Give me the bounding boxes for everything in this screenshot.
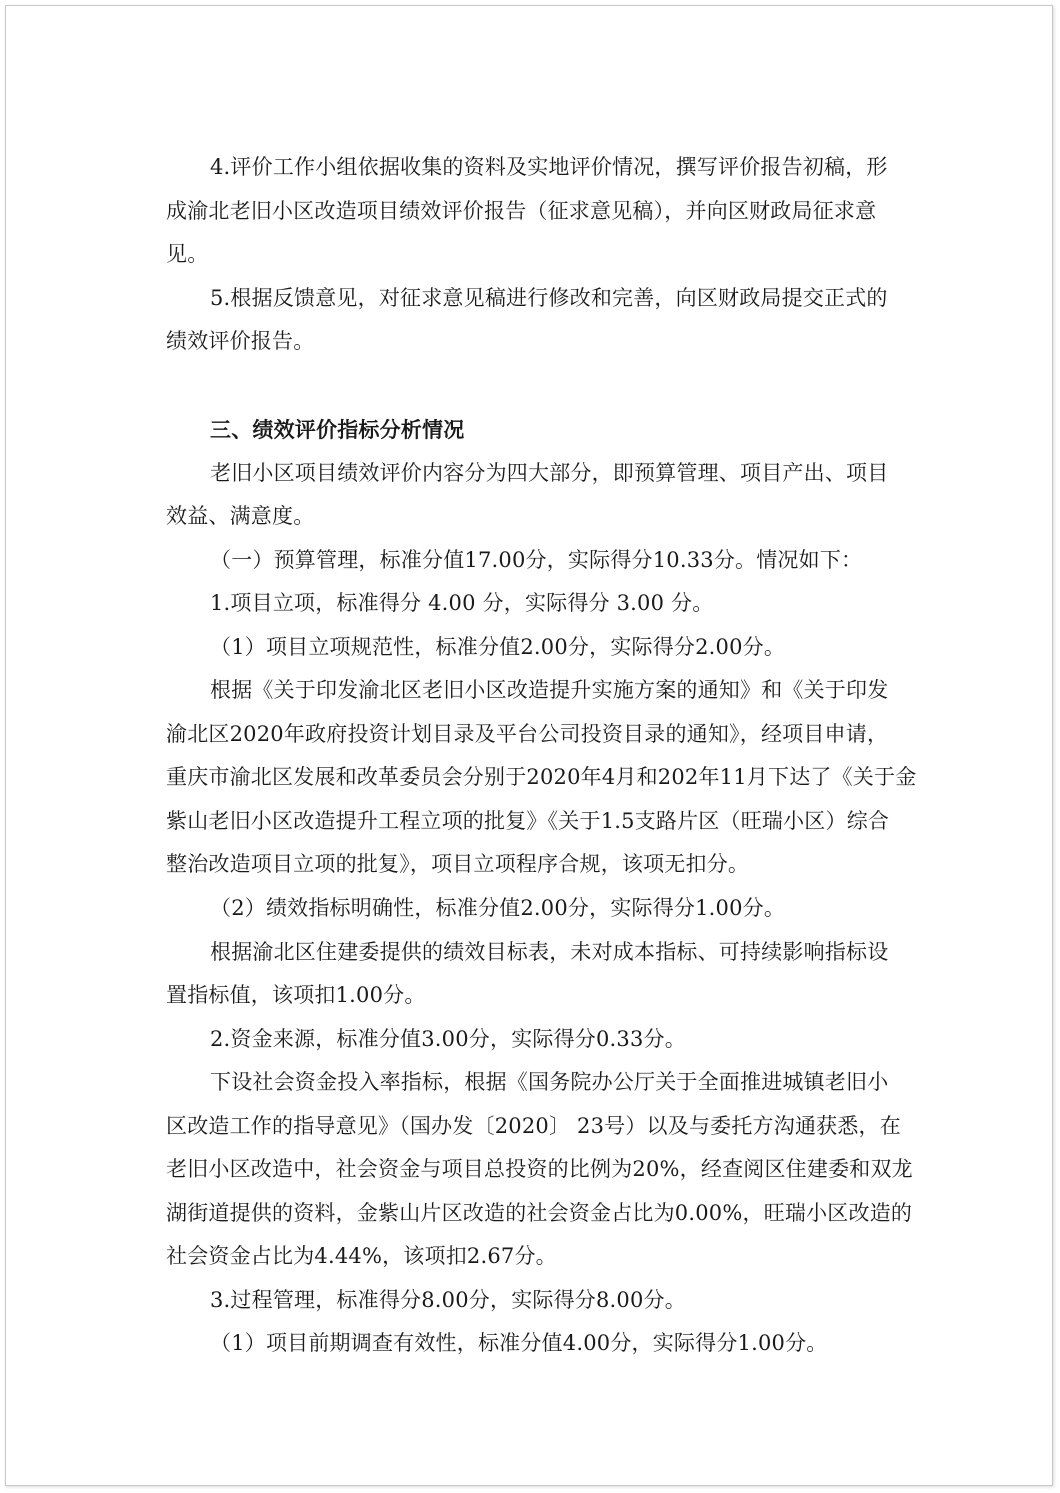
paragraph-line: 湖街道提供的资料，金紫山片区改造的社会资金占比为0.00%，旺瑞小区改造的: [166, 1201, 913, 1225]
item-line: （2）绩效指标明确性，标准分值2.00分，实际得分1.00分。: [210, 896, 786, 920]
paragraph-line: 渝北区2020年政府投资计划目录及平台公司投资目录的通知》，经项目申请，: [166, 722, 889, 746]
paragraph-line: 整治改造项目立项的批复》，项目立项程序合规，该项无扣分。: [166, 852, 750, 876]
paragraph-line: 置指标值，该项扣1.00分。: [166, 983, 426, 1007]
paragraph-line: 5.根据反馈意见，对征求意见稿进行修改和完善，向区财政局提交正式的: [210, 286, 888, 310]
item-line: （1）项目立项规范性，标准分值2.00分，实际得分2.00分。: [210, 635, 786, 659]
paragraph-line: 社会资金占比为4.44%，该项扣2.67分。: [166, 1244, 557, 1268]
item-line: 3.过程管理，标准得分8.00分，实际得分8.00分。: [210, 1288, 686, 1312]
paragraph-line: 紫山老旧小区改造提升工程立项的批复》《关于1.5支路片区（旺瑞小区）综合: [166, 809, 890, 833]
paragraph-line: 4.评价工作小组依据收集的资料及实地评价情况，撰写评价报告初稿，形: [210, 155, 888, 179]
paragraph-line: 根据渝北区住建委提供的绩效目标表，未对成本指标、可持续影响指标设: [210, 940, 889, 964]
paragraph-line: 老旧小区改造中，社会资金与项目总投资的比例为20%，经查阅区住建委和双龙: [166, 1157, 913, 1181]
paragraph-line: 根据《关于印发渝北区老旧小区改造提升实施方案的通知》和《关于印发: [210, 678, 889, 702]
item-line: （1）项目前期调查有效性，标准分值4.00分，实际得分1.00分。: [210, 1331, 828, 1355]
paragraph-line: 老旧小区项目绩效评价内容分为四大部分，即预算管理、项目产出、项目: [210, 461, 889, 485]
paragraph-line: 成渝北老旧小区改造项目绩效评价报告（征求意见稿），并向区财政局征求意: [166, 199, 877, 223]
paragraph-line: 区改造工作的指导意见》（国办发〔2020〕 23号）以及与委托方沟通获悉，在: [166, 1114, 901, 1138]
section-heading: 三、绩效评价指标分析情况: [210, 417, 465, 442]
item-line: 2.资金来源，标准分值3.00分，实际得分0.33分。: [210, 1027, 686, 1051]
paragraph-line: 下设社会资金投入率指标，根据《国务院办公厅关于全面推进城镇老旧小: [210, 1070, 889, 1094]
item-line: 1.项目立项，标准得分 4.00 分，实际得分 3.00 分。: [210, 591, 714, 615]
paragraph-line: 效益、满意度。: [166, 504, 315, 528]
paragraph-line: 重庆市渝北区发展和改革委员会分别于2020年4月和202年11月下达了《关于金: [166, 765, 917, 789]
subsection-line: （一）预算管理，标准分值17.00分，实际得分10.33分。情况如下：: [210, 548, 863, 572]
paragraph-line: 绩效评价报告。: [166, 329, 315, 353]
paragraph-line: 见。: [166, 242, 209, 266]
document-page: [5, 5, 1053, 1486]
